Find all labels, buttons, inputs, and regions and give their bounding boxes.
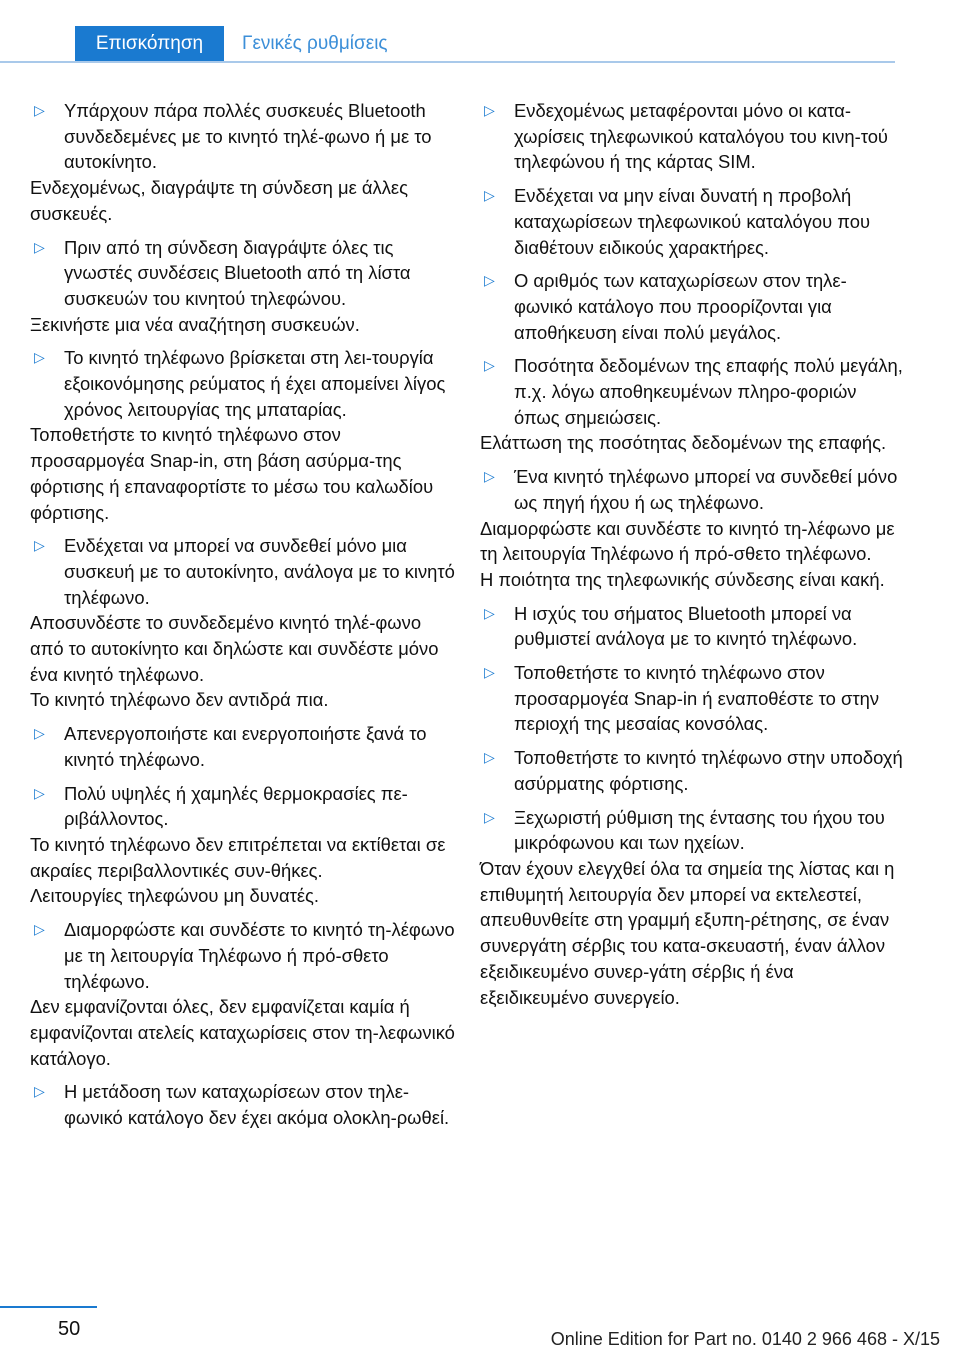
bullet-item <box>30 533 455 610</box>
bullet-text: Ένα κινητό τηλέφωνο μπορεί να συνδεθεί μόνο ως πηγή ήχου ή ως τηλέφωνο. <box>514 466 898 513</box>
remedy-text: Ελάττωση της ποσότητας δεδομένων της επαφής. <box>480 432 887 454</box>
remedy-text: Τοποθετήστε το κινητό τηλέφωνο στον προσαρμογέα Snap-in, στη βάση ασύρμα-της φόρτισης ή επαναφορτίστε το μέσω του καλωδίου φόρτισης. <box>30 424 434 523</box>
bullet-triangle-icon: ▷ <box>484 749 495 766</box>
bullet-triangle-icon: ▷ <box>34 1083 45 1100</box>
bullet-item <box>480 745 905 796</box>
tab-general-settings[interactable]: Γενικές ρυθμίσεις <box>242 33 388 54</box>
remedy-text: Ξεκινήστε μια νέα αναζήτηση συσκευών. <box>30 313 360 335</box>
remedy-text: Διαμορφώστε και συνδέστε το κινητό τη-λέφωνο με τη λειτουργία Τηλέφωνο ή πρό-σθετο τηλέφωνο. <box>480 517 895 565</box>
page-number: 50 <box>58 1318 81 1340</box>
bullet-item <box>480 98 905 175</box>
bullet-triangle-icon: ▷ <box>34 238 45 255</box>
bullet-item <box>30 917 455 994</box>
bullet-text: Ξεχωριστή ρύθμιση της έντασης του ήχου του μικρόφωνου και των ηχείων. <box>514 806 885 854</box>
bullet-item <box>30 721 455 772</box>
bullet-item <box>480 268 905 345</box>
page-header <box>0 0 960 62</box>
bullet-triangle-icon: ▷ <box>484 468 495 485</box>
bullet-text: Τοποθετήστε το κινητό τηλέφωνο στον προσαρμογέα Snap-in ή εναποθέστε το στην περιοχή της μεσαίας κονσόλας. <box>514 662 880 735</box>
bullet-triangle-icon: ▷ <box>484 808 495 825</box>
header-divider <box>0 61 895 63</box>
problem-heading: Δεν εμφανίζονται όλες, δεν εμφανίζεται καμία ή εμφανίζονται ατελείς καταχωρίσεις στον τη-λεφωνικό κατάλογο. <box>30 996 455 1069</box>
remedy-text: Ενδεχομένως, διαγράψτε τη σύνδεση με άλλες συσκευές. <box>30 177 408 224</box>
edition-footer: Online Edition for Part no. 0140 2 966 468 - X/15 <box>550 1329 940 1349</box>
bullet-item <box>30 235 455 312</box>
bullet-text: Πριν από τη σύνδεση διαγράψτε όλες τις γνωστές συνδέσεις Bluetooth από τη λίστα συσκευών του κινητού τηλεφώνου. <box>64 236 411 309</box>
bullet-text: Απενεργοποιήστε και ενεργοποιήστε ξανά το κινητό τηλέφωνο. <box>64 723 427 770</box>
bullet-item <box>30 345 455 422</box>
bullet-text: Ποσότητα δεδομένων της επαφής πολύ μεγάλη, π.χ. λόγω αποθηκευμένων πληρο-φοριών όπως σημειώσεις. <box>514 355 903 428</box>
bullet-text: Ενδεχομένως μεταφέρονται μόνο οι κατα-χωρίσεις τηλεφωνικού καταλόγου του κινη-τού τηλεφώνου ή της κάρτας SIM. <box>514 100 888 173</box>
bullet-triangle-icon: ▷ <box>34 102 45 118</box>
bullet-triangle-icon: ▷ <box>34 725 45 742</box>
bullet-text: Ο αριθμός των καταχωρίσεων στον τηλε-φωνικό κατάλογο που προορίζονται για αποθήκευση είναι πολύ μεγάλος. <box>514 270 847 343</box>
bullet-item <box>480 353 905 430</box>
bullet-triangle-icon: ▷ <box>34 921 45 938</box>
right-column <box>480 98 905 1010</box>
left-column <box>30 98 455 1131</box>
bullet-triangle-icon: ▷ <box>484 272 495 289</box>
bullet-triangle-icon: ▷ <box>484 187 495 204</box>
bullet-text: Πολύ υψηλές ή χαμηλές θερμοκρασίες πε-ριβάλλοντος. <box>64 782 408 830</box>
problem-heading: Το κινητό τηλέφωνο δεν αντιδρά πια. <box>30 689 329 711</box>
bullet-triangle-icon: ▷ <box>484 664 495 681</box>
bullet-item <box>30 1079 455 1130</box>
bullet-triangle-icon: ▷ <box>484 604 495 621</box>
bullet-item <box>480 183 905 260</box>
bullet-item <box>480 660 905 737</box>
bullet-triangle-icon: ▷ <box>484 102 495 118</box>
bullet-triangle-icon: ▷ <box>484 357 495 374</box>
bullet-text: Υπάρχουν πάρα πολλές συσκευές Bluetooth συνδεδεμένες με το κινητό τηλέ-φωνο ή με το αυτοκίνητο. <box>64 100 432 173</box>
bullet-text: Διαμορφώστε και συνδέστε το κινητό τη-λέφωνο με τη λειτουργία Τηλέφωνο ή πρό-σθετο τηλέφωνο. <box>64 919 455 992</box>
tab-overview[interactable]: Επισκόπηση <box>75 26 224 62</box>
problem-heading: Η ποιότητα της τηλεφωνικής σύνδεσης είναι κακή. <box>480 568 885 590</box>
footer-divider <box>0 1306 97 1308</box>
bullet-text: Ενδέχεται να μπορεί να συνδεθεί μόνο μια συσκευή με το αυτοκίνητο, ανάλογα με το κινητό τηλέφωνο. <box>64 535 455 608</box>
bullet-triangle-icon: ▷ <box>34 537 45 554</box>
bullet-triangle-icon: ▷ <box>34 784 45 801</box>
bullet-text: Η μετάδοση των καταχωρίσεων στον τηλε-φωνικό κατάλογο δεν έχει ακόμα ολοκλη-ρωθεί. <box>64 1081 450 1129</box>
bullet-text: Ενδέχεται να μην είναι δυνατή η προβολή καταχωρίσεων τηλεφωνικού καταλόγου που διαθέτουν ειδικούς χαρακτήρες. <box>514 185 871 258</box>
bullet-item <box>480 805 905 856</box>
bullet-item <box>30 781 455 832</box>
bullet-text: Η ισχύς του σήματος Bluetooth μπορεί να ρυθμιστεί ανάλογα με το κινητό τηλέφωνο. <box>514 602 858 650</box>
remedy-text: Το κινητό τηλέφωνο δεν επιτρέπεται να εκτίθεται σε ακραίες περιβαλλοντικές συν-θήκες. <box>30 833 446 881</box>
bullet-item <box>480 464 905 515</box>
problem-heading: Όταν έχουν ελεγχθεί όλα τα σημεία της λίστας και η επιθυμητή λειτουργία δεν μπορεί να εκτελεστεί, απευθυνθείτε στη γραμμή εξυπη-ρέτησης, σε έναν συνεργάτη σέρβις του κατα-σκευαστή, έναν άλλον εξειδικευμένο συνερ-γάτη σέρβις ή ένα εξειδικευμένο συνεργείο. <box>480 857 895 1008</box>
bullet-item <box>480 601 905 652</box>
bullet-text: Τοποθετήστε το κινητό τηλέφωνο στην υποδοχή ασύρματης φόρτισης. <box>514 747 903 794</box>
bullet-item <box>30 98 455 175</box>
bullet-text: Το κινητό τηλέφωνο βρίσκεται στη λει-τουργία εξοικονόμησης ρεύματος ή έχει απομείνει λίγος χρόνος λειτουργίας της μπαταρίας. <box>64 347 446 420</box>
problem-heading: Λειτουργίες τηλεφώνου μη δυνατές. <box>30 885 320 907</box>
bullet-triangle-icon: ▷ <box>34 349 45 366</box>
remedy-text: Αποσυνδέστε το συνδεδεμένο κινητό τηλέ-φωνο από το αυτοκίνητο και δηλώστε και συνδέστε μόνο ένα κινητό τηλέφωνο. <box>30 612 439 685</box>
